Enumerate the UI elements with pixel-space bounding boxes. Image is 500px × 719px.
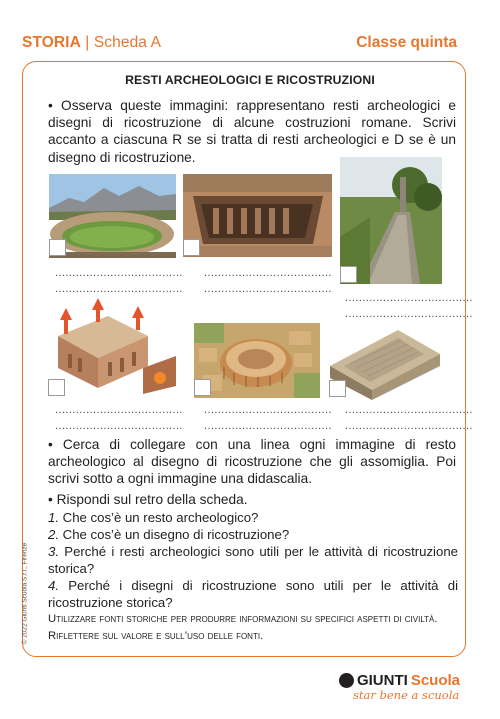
- copyright-text: © 2022 Giunti Scuola S.r.l., Firenze: [21, 542, 29, 645]
- question-3-text: Perché i resti archeologici sono utili per le attività di ricostruzione storica?: [48, 544, 458, 576]
- caption-line-5b: .....................................: [204, 420, 332, 432]
- caption-line-4a: .....................................: [55, 404, 183, 416]
- header-separator: |: [80, 34, 94, 51]
- caption-line-5a: .....................................: [204, 404, 332, 416]
- question-3: [48, 543, 458, 577]
- question-4-number: 4.: [48, 578, 59, 593]
- logo-brand: GIUNTI: [356, 672, 408, 689]
- giunti-g-icon: [339, 673, 354, 688]
- question-1-number: 1.: [48, 510, 59, 525]
- question-1-text: Che cos’è un resto archeologico?: [59, 510, 259, 525]
- logo-brand-suffix: Scuola: [410, 672, 460, 689]
- answer-box-4[interactable]: [48, 379, 65, 396]
- logo-wordmark: [339, 672, 460, 689]
- question-2-text: Che cos’è un disegno di ricostruzione?: [59, 527, 290, 542]
- amphitheatre-ruins-image: [49, 174, 176, 258]
- hypocaust-drawing-image: [48, 296, 179, 396]
- question-3-number: 3.: [48, 544, 59, 559]
- caption-line-2b: .....................................: [204, 283, 332, 295]
- logo-tagline: star bene a scuola: [352, 688, 460, 702]
- question-1: [48, 509, 458, 526]
- caption-line-3b: .....................................: [345, 308, 473, 320]
- question-2-number: 2.: [48, 527, 59, 542]
- grade-label: Classe quinta: [356, 34, 457, 51]
- subject-label: STORIA: [22, 34, 81, 51]
- caption-line-6b: .....................................: [345, 420, 473, 432]
- caption-line-3a: .....................................: [345, 292, 473, 304]
- thermal-baths-ruins-image: [183, 174, 332, 257]
- answer-box-6[interactable]: [329, 380, 346, 397]
- caption-line-2a: .....................................: [204, 267, 332, 279]
- question-4-text: Perché i disegni di ricostruzione sono utili per le attività di ricostruzione storica?: [48, 578, 458, 610]
- caption-line-1a: .....................................: [55, 267, 183, 279]
- answer-box-1[interactable]: [49, 239, 66, 256]
- instruction-connect: • Cerca di collegare con una linea ogni immagine di resto archeologico al disegno di ricostruzione che gli assomiglia. Poi scrivi sotto a ogni immagine una didascalia.: [48, 437, 456, 487]
- sheet-label: Scheda A: [93, 34, 162, 51]
- caption-line-6a: .....................................: [345, 404, 473, 416]
- question-4: [48, 577, 458, 611]
- page-title: RESTI ARCHEOLOGICI E RICOSTRUZIONI: [125, 73, 375, 87]
- instruction-observe: • Osserva queste immagini: rappresentano resti archeologici e disegni di ricostruzione di alcune costruzioni romane. Scrivi accanto a ciascuna R se si tratta di resti archeologici e D se è un disegno di ricostruzione.: [48, 98, 456, 165]
- question-2: [48, 526, 458, 543]
- caption-line-1b: .....................................: [55, 283, 183, 295]
- header-subject-sheet: [22, 34, 161, 52]
- answer-box-3[interactable]: [340, 266, 357, 283]
- instruction-answer: • Rispondi sul retro della scheda.: [48, 492, 248, 507]
- learning-objective-note: Utilizzare fonti storiche per produrre informazioni su specifici aspetti di civiltà. Riflettere sul valore e sull’uso delle fonti.: [48, 613, 438, 642]
- colosseum-drawing-image: [194, 323, 320, 398]
- answer-box-2[interactable]: [183, 239, 200, 256]
- roman-road-image: [340, 157, 442, 284]
- publisher-logo: [339, 672, 460, 702]
- caption-line-4b: .....................................: [55, 420, 183, 432]
- answer-box-5[interactable]: [194, 379, 211, 396]
